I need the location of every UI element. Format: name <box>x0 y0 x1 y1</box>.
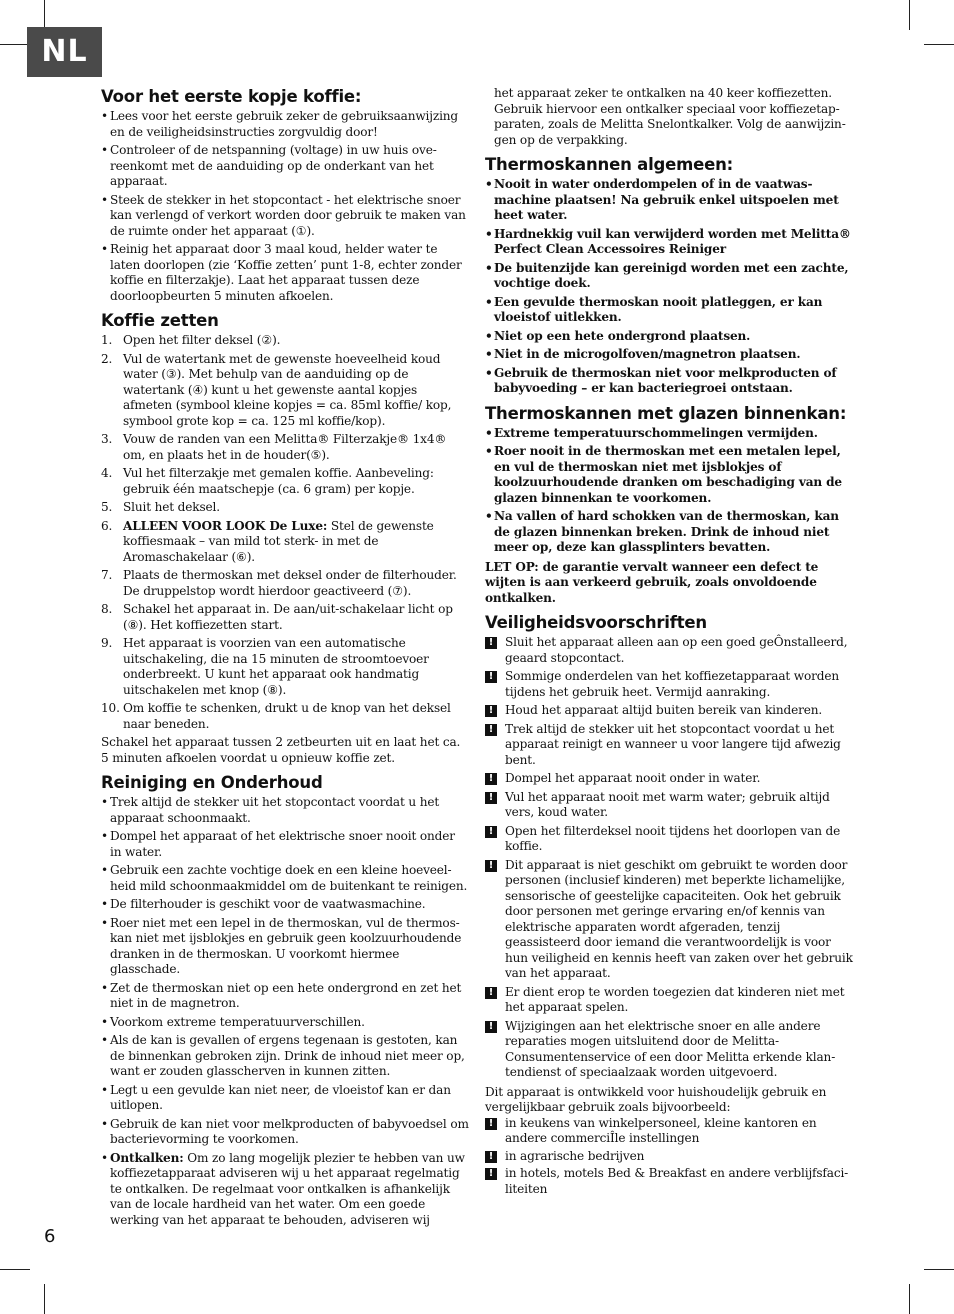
thermos-general-list <box>485 177 853 397</box>
list-item <box>101 1151 469 1229</box>
left-column <box>101 86 469 1232</box>
safety-item <box>485 824 853 855</box>
exclamation-icon: ! <box>485 637 497 649</box>
list-item: • Gebruik een zachte vochtige doek en een kleine hoeveelheid mild schoonmaakmiddel om de buitenkant te reinigen. <box>101 863 469 894</box>
list-item: • Lees voor het eerste gebruik zeker de gebruiksaanwijzing en de veiligheidsinstructies zorgvuldig door! <box>101 109 469 140</box>
step-number: 2. <box>101 351 113 366</box>
make-coffee-steps <box>101 333 469 732</box>
use-item <box>485 1116 853 1147</box>
step-number: 4. <box>101 466 113 480</box>
safety-text: Open het filterdeksel nooit tijdens het doorlopen van de koffie. <box>505 823 841 853</box>
list-item: • Nooit in water onderdompelen of in de vaatwasmachine plaatsen! Na gebruik enkel uitspoelen met heet water. <box>485 177 853 224</box>
descaling-label: Ontkalken: <box>110 1150 184 1165</box>
safety-text: Wijzigingen aan het elektrische snoer en alle andere reparaties mogen uitsluitend door de Melitta-Consumentenservice of een door Melitta erkende klantendienst of speciaalzaak worden uitgevoerd. <box>505 1018 836 1079</box>
list-item: • De buitenzijde kan gereinigd worden met een zachte, vochtige doek. <box>485 261 853 292</box>
list-item: • Gebruik de kan niet voor melkproducten of babyvoedsel om bacterievorming te voorkomen. <box>101 1117 469 1148</box>
exclamation-icon: ! <box>485 1118 497 1130</box>
list-item: • Niet in de microgolfoven/magnetron plaatsen. <box>485 347 853 363</box>
thermos-glass-list <box>485 426 853 556</box>
section-title-make-coffee: Koffie zetten <box>101 311 219 330</box>
step-item <box>101 500 469 516</box>
list-item: • Zet de thermoskan niet op een hete ondergrond en zet het niet in de magnetron. <box>101 981 469 1012</box>
step-number: 6. <box>101 518 113 533</box>
crop-mark <box>44 0 45 30</box>
step-item <box>101 333 469 349</box>
list-item: • Extreme temperatuurschommelingen vermijden. <box>485 426 853 442</box>
exclamation-icon: ! <box>485 1151 497 1163</box>
safety-item <box>485 985 853 1016</box>
safety-text: Trek altijd de stekker uit het stopcontact voordat u het apparaat reinigt en wanneer u voor langere tijd afwezig bent. <box>505 721 841 767</box>
step-text: Stel de gewenste koffiesmaak – van mild tot sterk- in met de Aromaschakelaar (⑥). <box>123 518 434 564</box>
safety-list <box>485 635 853 1081</box>
list-item: • Hardnekkig vuil kan verwijderd worden met Melitta® Perfect Clean Accessoires Reiniger <box>485 227 853 258</box>
exclamation-icon: ! <box>485 792 497 804</box>
step-bold-label: ALLEEN VOOR LOOK De Luxe: <box>123 518 328 533</box>
list-item: • Na vallen of hard schokken van de thermoskan, kan de glazen binnenkan breken. Drink de inhoud niet meer op, deze kan glassplinters bevatten. <box>485 509 853 556</box>
list-item: • Als de kan is gevallen of ergens tegenaan is gestoten, kan de binnenkan gebroken zijn. Drink de inhoud niet meer op, want er zouden glasscherven in kunnen zitten. <box>101 1033 469 1080</box>
list-item: • De filterhouder is geschikt voor de vaatwasmachine. <box>101 897 469 913</box>
exclamation-icon: ! <box>485 1021 497 1033</box>
crop-mark <box>909 0 910 30</box>
step-text: Plaats de thermoskan met deksel onder de filterhouder. De druppelstop wordt hierdoor geactiveerd (⑦). <box>123 568 457 598</box>
step-number: 5. <box>101 500 113 514</box>
list-item: • Voorkom extreme temperatuurverschillen. <box>101 1015 469 1031</box>
intended-use-list <box>485 1116 853 1198</box>
step-number: 3. <box>101 432 113 446</box>
crop-mark <box>924 44 954 45</box>
safety-item <box>485 858 853 982</box>
exclamation-icon: ! <box>485 1168 497 1180</box>
exclamation-icon: ! <box>485 705 497 717</box>
list-item: • Roer niet met een lepel in de thermoskan, vul de thermoskan niet met ijsblokjes en gebruik geen koolzuurhoudende dranken in de thermoskan. U voorkomt hiermee glasschade. <box>101 916 469 978</box>
step-number: 1. <box>101 333 113 347</box>
safety-text: Sluit het apparaat alleen aan op een goed geÔnstalleerd, geaard stopcontact. <box>505 635 848 665</box>
list-item: • Een gevulde thermoskan nooit platleggen, er kan vloeistof uitlekken. <box>485 295 853 326</box>
step-item <box>101 519 469 566</box>
safety-text: Er dient erop te worden toegezien dat kinderen niet met het apparaat spelen. <box>505 984 845 1014</box>
crop-mark <box>44 1284 45 1314</box>
step-text: Om koffie te schenken, drukt u de knop van het deksel naar beneden. <box>123 701 451 731</box>
step-text: Vul het filterzakje met gemalen koffie. Aanbeveling: gebruik één maatschepje (ca. 6 gram) per kopje. <box>123 466 434 496</box>
safety-text: Sommige onderdelen van het koffiezetapparaat worden tijdens het gebruik heet. Vermijd aanraking. <box>505 669 839 699</box>
safety-item <box>485 790 853 821</box>
language-badge: NL <box>27 27 102 77</box>
safety-text: Vul het apparaat nooit met warm water; gebruik altijd vers, koud water. <box>505 789 830 819</box>
descaling-continued: het apparaat zeker te ontkalken na 40 keer koffiezetten. Gebruik hiervoor een ontkalker speciaal voor koffiezetapparaten, zoals de Melitta Snelontkalker. Volg de aanwijzingen op de verpakking. <box>494 86 846 147</box>
step-text: Het apparaat is voorzien van een automatische uitschakeling, die na 15 minuten de stroomtoevoer onderbreekt. U kunt het apparaat ook handmatig uitschakelen met knop (⑧). <box>123 636 429 697</box>
right-column <box>485 86 853 1199</box>
make-coffee-note: Schakel het apparaat tussen 2 zetbeurten uit en laat het ca. 5 minuten afkoelen voordat u opnieuw koffie zet. <box>101 735 461 765</box>
crop-mark <box>0 1269 30 1270</box>
list-item: • Niet op een hete ondergrond plaatsen. <box>485 329 853 345</box>
use-text: in agrarische bedrijven <box>505 1148 645 1163</box>
step-item <box>101 466 469 497</box>
exclamation-icon: ! <box>485 773 497 785</box>
step-item <box>101 568 469 599</box>
list-item: • Steek de stekker in het stopcontact - het elektrische snoer kan verlengd of verkort worden door gebruik te maken van de ruimte onder het apparaat (①). <box>101 193 469 240</box>
crop-mark <box>0 44 30 45</box>
safety-item <box>485 669 853 700</box>
step-number: 9. <box>101 636 113 650</box>
safety-text: Houd het apparaat altijd buiten bereik van kinderen. <box>505 703 823 717</box>
step-text: Vul de watertank met de gewenste hoeveelheid koud water (③). Met behulp van de aanduiding op de watertank (④) kunt u het gewenste aantal kopjes afmeten (symbool kleine kopjes = ca. 85ml koffie/ kop, symbool grote kop = ca. 125 ml koffie/kop). <box>123 351 452 428</box>
step-item <box>101 432 469 463</box>
list-item: • Reinig het apparaat door 3 maal koud, helder water te laten doorlopen (zie ‘Koffie zetten’ punt 1-8, echter zonder koffie en filterzakje). Laat het apparaat tussen deze doorloopbeurten 5 minuten afkoelen. <box>101 242 469 304</box>
section-title-safety: Veiligheidsvoorschriften <box>485 613 707 632</box>
intended-use-intro: Dit apparaat is ontwikkeld voor huishoudelijk gebruik en vergelijkbaar gebruik zoals bijvoorbeeld: <box>485 1084 827 1114</box>
page-number: 6 <box>44 1226 56 1247</box>
step-number: 8. <box>101 602 113 616</box>
safety-item <box>485 771 853 787</box>
step-text: Vouw de randen van een Melitta® Filterzakje® 1x4® om, en plaats het in de houder(⑤). <box>123 432 447 462</box>
step-item <box>101 602 469 633</box>
use-text: in hotels, motels Bed & Breakfast en andere verblijfsfaciliteiten <box>505 1166 849 1196</box>
step-number: 7. <box>101 568 113 582</box>
warranty-warning: LET OP: de garantie vervalt wanneer een defect te wijten is aan verkeerd gebruik, zoals onvoldoende ontkalken. <box>485 559 819 605</box>
step-number: 10. <box>101 701 120 715</box>
list-item: • Trek altijd de stekker uit het stopcontact voordat u het apparaat schoonmaakt. <box>101 795 469 826</box>
list-item: • Gebruik de thermoskan niet voor melkproducten of babyvoeding – er kan bacteriegroei ontstaan. <box>485 366 853 397</box>
descaling-text: Om zo lang mogelijk plezier te hebben van uw koffiezetapparaat adviseren wij u het apparaat regelmatig te ontkalken. De regelmaat voor ontkalken is afhankelijk van de locale hardheid van het water. Om een goede werking van het apparaat te behouden, adviseren wij <box>110 1150 465 1227</box>
use-text: in keukens van winkelpersoneel, kleine kantoren en andere commerciÎle instellingen <box>505 1115 817 1145</box>
section-title-thermos-general: Thermoskannen algemeen: <box>485 155 734 174</box>
exclamation-icon: ! <box>485 860 497 872</box>
list-item: • Controleer of de netspanning (voltage) in uw huis overeenkomt met de aanduiding op de onderkant van het apparaat. <box>101 143 469 190</box>
safety-item <box>485 1019 853 1081</box>
step-text: Open het filter deksel (②). <box>123 333 281 347</box>
step-text: Schakel het apparaat in. De aan/uit-schakelaar licht op (⑧). Het koffiezetten start. <box>123 602 453 632</box>
safety-text: Dompel het apparaat nooit onder in water. <box>505 771 761 785</box>
crop-mark <box>924 1269 954 1270</box>
cleaning-list <box>101 795 469 1228</box>
first-coffee-list <box>101 109 469 304</box>
section-title-cleaning: Reiniging en Onderhoud <box>101 773 323 792</box>
exclamation-icon: ! <box>485 724 497 736</box>
safety-item <box>485 722 853 769</box>
exclamation-icon: ! <box>485 987 497 999</box>
safety-text: Dit apparaat is niet geschikt om gebruikt te worden door personen (inclusief kinderen) met beperkte lichamelijke, sensorische of geestelijke capaciteiten. Ook het gebruik door personen met geringe ervaring en/of kennis van elektrische apparaten wordt afgeraden, tenzij geassisteerd door iemand die verantwoordelijk is voor hun veiligheid en kennis heeft van zaken over het gebruik van het apparaat. <box>505 857 853 980</box>
step-text: Sluit het deksel. <box>123 500 220 514</box>
section-title-thermos-glass: Thermoskannen met glazen binnenkan: <box>485 403 847 423</box>
use-item <box>485 1149 853 1165</box>
safety-item <box>485 635 853 666</box>
exclamation-icon: ! <box>485 671 497 683</box>
step-item <box>101 636 469 698</box>
section-title-first-coffee: Voor het eerste kopje koffie: <box>101 87 362 106</box>
safety-item <box>485 703 853 719</box>
use-item <box>485 1166 853 1197</box>
exclamation-icon: ! <box>485 826 497 838</box>
step-item <box>101 352 469 430</box>
list-item: • Roer nooit in de thermoskan met een metalen lepel, en vul de thermoskan niet met ijsblokjes of koolzuurhoudende dranken om beschadiging van de glazen binnenkan te voorkomen. <box>485 444 853 506</box>
list-item: • Dompel het apparaat of het elektrische snoer nooit onder in water. <box>101 829 469 860</box>
step-item <box>101 701 469 732</box>
list-item: • Legt u een gevulde kan niet neer, de vloeistof kan er dan uitlopen. <box>101 1083 469 1114</box>
crop-mark <box>909 1284 910 1314</box>
